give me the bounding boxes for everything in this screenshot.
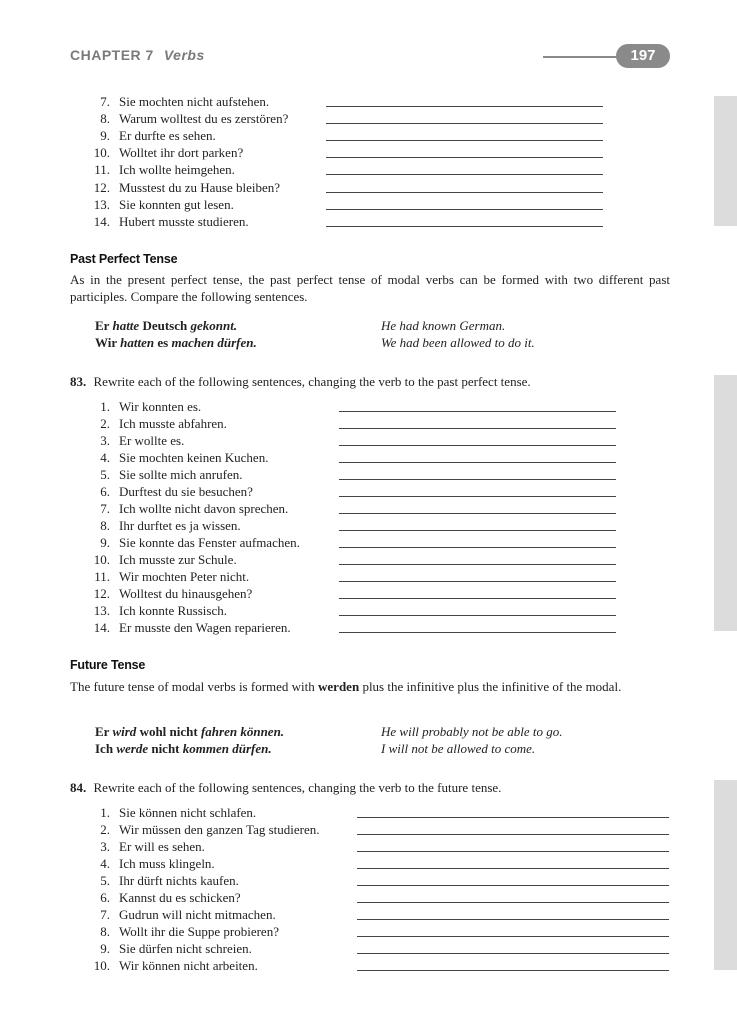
- answer-line[interactable]: [339, 479, 616, 480]
- example-german: Er hatte Deutsch gekonnt.: [95, 318, 238, 333]
- item-number: 8.: [100, 111, 110, 127]
- item-sentence: Er musste den Wagen reparieren.: [119, 620, 291, 635]
- answer-line[interactable]: [339, 462, 616, 463]
- item-sentence: Wir können nicht arbeiten.: [119, 958, 258, 973]
- example-english: He had known German.: [381, 318, 506, 333]
- item-sentence: Ich konnte Russisch.: [119, 603, 227, 618]
- item-number: 7.: [100, 501, 110, 516]
- chapter-header: [70, 47, 205, 63]
- item-sentence: Sie konnten gut lesen.: [119, 196, 234, 212]
- item-number: 6.: [100, 484, 110, 499]
- item-sentence: Ich musste zur Schule.: [119, 552, 237, 567]
- item-number: 7.: [100, 94, 110, 109]
- answer-line[interactable]: [339, 581, 616, 582]
- example-german: Ich werde nicht kommen dürfen.: [95, 741, 272, 756]
- item-sentence: Sie mochten nicht aufstehen.: [119, 94, 270, 109]
- item-sentence: Wolltest du hinausgehen?: [119, 586, 253, 601]
- item-number: 10.: [93, 552, 110, 567]
- answer-line[interactable]: [326, 192, 603, 193]
- page-number-badge: 197: [616, 44, 670, 68]
- item-number: 1.: [100, 805, 110, 820]
- item-number: 1.: [100, 399, 110, 414]
- answer-line[interactable]: [357, 885, 669, 886]
- answer-line[interactable]: [357, 851, 669, 852]
- answer-line[interactable]: [357, 902, 669, 903]
- item-sentence: Sie mochten keinen Kuchen.: [119, 450, 269, 465]
- chapter-title: Verbs: [163, 47, 205, 63]
- item-sentence: Wir konnten es.: [119, 399, 202, 414]
- item-number: 2.: [100, 416, 110, 431]
- answer-line[interactable]: [357, 953, 669, 954]
- section-heading-past-perfect: Past Perfect Tense: [70, 252, 178, 266]
- answer-line[interactable]: [339, 530, 616, 531]
- item-sentence: Sie sollte mich anrufen.: [119, 467, 243, 482]
- answer-line[interactable]: [357, 817, 669, 818]
- answer-line[interactable]: [326, 174, 603, 175]
- example-english: I will not be allowed to come.: [381, 741, 536, 756]
- item-number: 8.: [100, 924, 110, 939]
- item-sentence: Sie können nicht schlafen.: [119, 805, 257, 820]
- item-number: 9.: [100, 941, 110, 956]
- answer-line[interactable]: [357, 834, 669, 835]
- item-number: 12.: [93, 586, 110, 601]
- item-number: 5.: [100, 467, 110, 482]
- item-number: 4.: [100, 856, 110, 871]
- item-sentence: Ich wollte heimgehen.: [119, 162, 235, 178]
- answer-line[interactable]: [326, 157, 603, 158]
- exercise-84-instruction: 84. Rewrite each of the following sentences, changing the verb to the future tense.: [70, 780, 502, 795]
- thumb-tab: [714, 375, 737, 631]
- item-number: 8.: [100, 518, 110, 533]
- item-number: 9.: [100, 535, 110, 550]
- answer-line[interactable]: [339, 615, 616, 616]
- item-sentence: Wir mochten Peter nicht.: [119, 569, 250, 584]
- item-number: 12.: [93, 179, 110, 195]
- answer-line[interactable]: [339, 598, 616, 599]
- answer-line[interactable]: [357, 936, 669, 937]
- item-number: 2.: [100, 822, 110, 837]
- past-perfect-paragraph: As in the present perfect tense, the past perfect tense of modal verbs can be formed with two different past participles. Compare the following sentences.: [70, 272, 670, 304]
- answer-line[interactable]: [357, 868, 669, 869]
- item-sentence: Durftest du sie besuchen?: [119, 484, 253, 499]
- item-sentence: Er durfte es sehen.: [119, 128, 216, 144]
- chapter-label: CHAPTER 7: [70, 47, 154, 63]
- thumb-tab: [714, 96, 737, 226]
- answer-line[interactable]: [339, 411, 616, 412]
- answer-line[interactable]: [339, 547, 616, 548]
- answer-line[interactable]: [339, 632, 616, 633]
- item-number: 6.: [100, 890, 110, 905]
- item-number: 13.: [93, 196, 110, 212]
- answer-line[interactable]: [357, 970, 669, 971]
- answer-line[interactable]: [326, 209, 603, 210]
- item-sentence: Er will es sehen.: [119, 839, 205, 854]
- item-number: 4.: [100, 450, 110, 465]
- exercise-83-instruction: 83. Rewrite each of the following sentences, changing the verb to the past perfect tense.: [70, 374, 531, 389]
- thumb-tab: [714, 780, 737, 970]
- item-number: 13.: [93, 603, 110, 618]
- item-sentence: Sie dürfen nicht schreien.: [119, 941, 252, 956]
- item-sentence: Kannst du es schicken?: [119, 890, 241, 905]
- item-number: 14.: [93, 213, 110, 229]
- item-number: 3.: [100, 433, 110, 448]
- future-paragraph: The future tense of modal verbs is formed with werden plus the infinitive plus the infinitive of the modal.: [70, 679, 622, 694]
- example-german: Wir hatten es machen dürfen.: [95, 335, 257, 350]
- answer-line[interactable]: [339, 428, 616, 429]
- example-german: Er wird wohl nicht fahren können.: [95, 724, 285, 739]
- item-sentence: Ihr durftet es ja wissen.: [119, 518, 241, 533]
- answer-line[interactable]: [326, 140, 603, 141]
- answer-line[interactable]: [326, 123, 603, 124]
- item-sentence: Warum wolltest du es zerstören?: [119, 111, 289, 127]
- answer-line[interactable]: [326, 106, 603, 107]
- item-number: 10.: [93, 145, 110, 161]
- answer-line[interactable]: [339, 564, 616, 565]
- item-number: 9.: [100, 128, 110, 144]
- item-number: 3.: [100, 839, 110, 854]
- item-number: 14.: [93, 620, 110, 635]
- item-sentence: Hubert musste studieren.: [119, 213, 249, 229]
- item-number: 11.: [94, 569, 110, 584]
- item-number: 5.: [100, 873, 110, 888]
- example-english: He will probably not be able to go.: [381, 724, 563, 739]
- item-sentence: Ich muss klingeln.: [119, 856, 215, 871]
- answer-line[interactable]: [357, 919, 669, 920]
- item-number: 7.: [100, 907, 110, 922]
- answer-line[interactable]: [339, 496, 616, 497]
- item-sentence: Er wollte es.: [119, 433, 185, 448]
- item-sentence: Sie konnte das Fenster aufmachen.: [119, 535, 300, 550]
- answer-line[interactable]: [326, 226, 603, 227]
- item-sentence: Wollt ihr die Suppe probieren?: [119, 924, 279, 939]
- example-english: We had been allowed to do it.: [381, 335, 535, 350]
- item-sentence: Ihr dürft nichts kaufen.: [119, 873, 239, 888]
- item-number: 10.: [93, 958, 110, 973]
- item-sentence: Gudrun will nicht mitmachen.: [119, 907, 276, 922]
- item-sentence: Ich wollte nicht davon sprechen.: [119, 501, 289, 516]
- answer-line[interactable]: [339, 445, 616, 446]
- item-number: 11.: [94, 162, 110, 178]
- item-sentence: Musstest du zu Hause bleiben?: [119, 179, 281, 195]
- answer-line[interactable]: [339, 513, 616, 514]
- item-sentence: Wir müssen den ganzen Tag studieren.: [119, 822, 320, 837]
- section-heading-future: Future Tense: [70, 658, 146, 672]
- item-sentence: Wolltet ihr dort parken?: [119, 145, 244, 161]
- item-sentence: Ich musste abfahren.: [119, 416, 227, 431]
